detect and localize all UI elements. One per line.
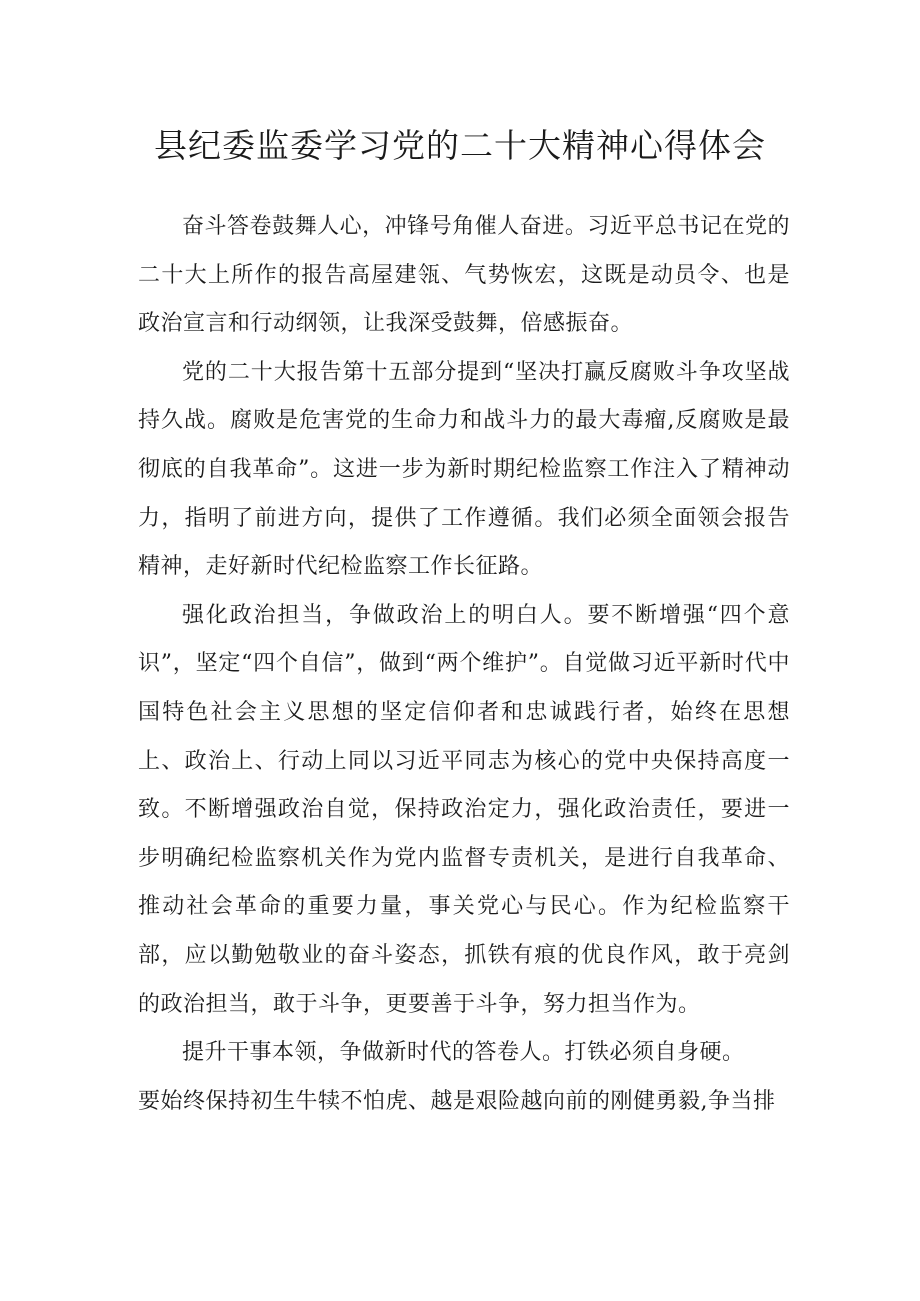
document-title: 县纪委监委学习党的二十大精神心得体会 — [154, 126, 766, 165]
paragraph-4: 提升干事本领，争做新时代的答卷人。打铁必须自身硬。 — [182, 1040, 745, 1066]
paragraph-2: 党的二十大报告第十五部分提到“坚决打赢反腐败斗争攻坚战持久战。腐败是危害党的生命力和战斗力的最大毒瘤,反腐败是最彻底的自我革命”。这进一步为新时期纪检监察工作注入了精神动力，指明了前进方向，提供了工作遵循。我们必须全面领会报告精神，走好新时代纪检监察工作长征路。 — [138, 359, 790, 580]
paragraph-5: 要始终保持初生牛犊不怕虎、越是艰险越向前的刚健勇毅,争当排 — [138, 1088, 776, 1114]
paragraph-1: 奋斗答卷鼓舞人心，冲锋号角催人奋进。习近平总书记在党的二十大上所作的报告高屋建瓴、气势恢宏，这既是动员令、也是政治宣言和行动纲领，让我深受鼓舞，倍感振奋。 — [138, 214, 790, 337]
paragraph-3: 强化政治担当，争做政治上的明白人。要不断增强“四个意识”，坚定“四个自信”，做到“两个维护”。自觉做习近平新时代中国特色社会主义思想的坚定信仰者和忠诚践行者，始终在思想上、政治上、行动上同以习近平同志为核心的党中央保持高度一致。不断增强政治自觉，保持政治定力，强化政治责任，要进一步明确纪检监察机关作为党内监督专责机关，是进行自我革命、推动社会革命的重要力量，事关党心与民心。作为纪检监察干部，应以勤勉敬业的奋斗姿态，抓铁有痕的优良作风，敢于亮剑的政治担当，敢于斗争，更要善于斗争，努力担当作为。 — [138, 602, 790, 1017]
document-body — [138, 203, 790, 1126]
